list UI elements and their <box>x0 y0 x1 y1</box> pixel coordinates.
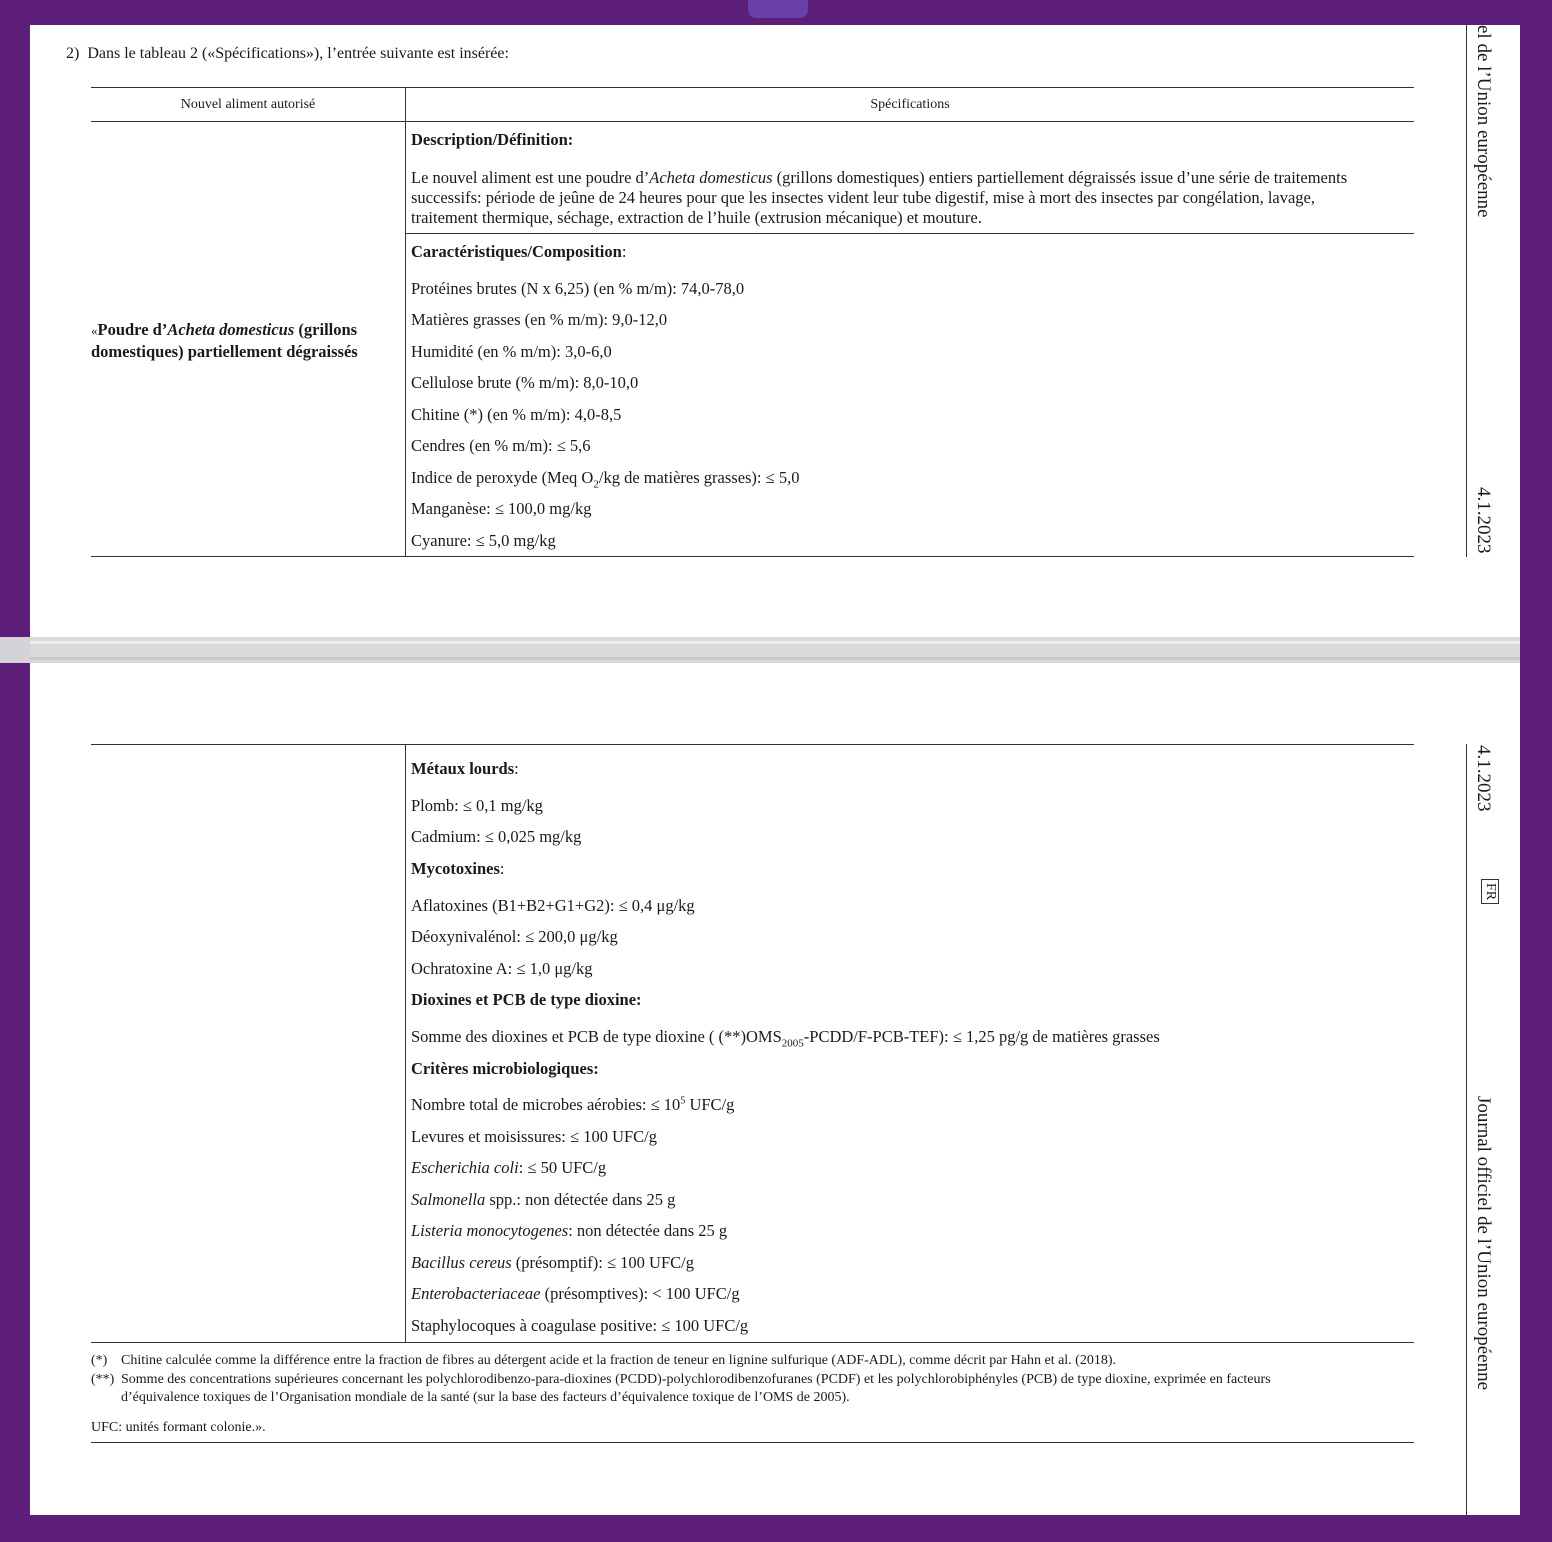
description-text: Le nouvel aliment est une poudre d’Acheta domesticus (grillons domestiques) entiers partiellement dégraissés issue d’une série de traitements successifs: période de jeûne de 24 heures pour que les insectes vident leur tube digestif, mise à mort des insectes par congélation, lavage, traitement thermique, séchage, extraction de l’huile (extrusion mécanique) et mouture. <box>411 168 1348 227</box>
rail-date: 4.1.2023 <box>1473 745 1494 812</box>
description-title: Description/Définition: <box>411 130 574 149</box>
micro-bacillus: Bacillus cereus (présomptif): ≤ 100 UFC/g <box>411 1253 694 1272</box>
footnote-2: Somme des concentrations supérieures concernant les polychlorodibenzo-para-dioxines (PCDD)-polychlorodibenzofuranes (PCDF) et les polychlorobiphényles (PCB) de type dioxine, exprimée en facteurs d’équivalence toxiques de l’Organisation mondiale de la santé (sur la base des facteurs d’équivalence toxique de l’OMS de 2005). <box>121 1372 1271 1405</box>
mycotoxins-title: Mycotoxines: <box>411 859 505 878</box>
table-top-rule <box>91 744 1414 745</box>
col-header-spec: Spécifications <box>870 97 950 112</box>
rail-line <box>1466 25 1467 557</box>
comp-fat: Matières grasses (en % m/m): 9,0-12,0 <box>411 310 668 329</box>
comp-proteins: Protéines brutes (N x 6,25) (en % m/m): 74,0-78,0 <box>411 279 745 298</box>
composition-title: Caractéristiques/Composition: <box>411 242 627 261</box>
document-page-2 <box>30 663 1520 1515</box>
table-top-rule <box>91 87 1414 88</box>
micro-total: Nombre total de microbes aérobies: ≤ $10^5$ UFC/g <box>411 1095 735 1114</box>
page-gap-left <box>0 637 30 663</box>
page-end-rule <box>91 1442 1414 1443</box>
footnote-1: Chitine calculée comme la différence entre la fraction de fibres au détergent acide et la fraction de teneur en lignine sulfurique (ADF-ADL), comme décrit par Hahn et al. (2018). <box>121 1353 1117 1368</box>
rail-line <box>1466 744 1467 1515</box>
rail-journal-title: Journal officiel de l’Union européenne <box>1473 1096 1494 1391</box>
rail-language-box: FR <box>1481 879 1499 904</box>
metal-cadmium: Cadmium: ≤ 0,025 mg/kg <box>411 827 582 846</box>
comp-humidity: Humidité (en % m/m): 3,0-6,0 <box>411 342 612 361</box>
comp-cellulose: Cellulose brute (% m/m): 8,0-10,0 <box>411 373 639 392</box>
footnote-2-mark: (**) <box>91 1372 115 1387</box>
ufc-definition: UFC: unités formant colonie.». <box>91 1420 266 1435</box>
comp-cyanide: Cyanure: ≤ 5,0 mg/kg <box>411 531 556 550</box>
micro-yeasts: Levures et moisissures: ≤ 100 UFC/g <box>411 1127 658 1146</box>
rail-journal-title: el de l’Union européenne <box>1473 25 1494 218</box>
column-divider <box>405 744 406 1342</box>
document-page-1 <box>30 25 1520 637</box>
top-tab-handle <box>748 0 808 18</box>
food-name: «Poudre d’Acheta domesticus (grillons domestiques) partiellement dégraissés <box>91 320 358 361</box>
metal-lead: Plomb: ≤ 0,1 mg/kg <box>411 796 543 815</box>
table-bottom-rule <box>91 556 1414 557</box>
myco-ochratoxin: Ochratoxine A: ≤ 1,0 μg/kg <box>411 959 593 978</box>
comp-peroxide: Indice de peroxyde (Meq $O_2/kg$ de matières grasses): ≤ 5,0 <box>411 468 800 491</box>
dioxins-title: Dioxines et PCB de type dioxine: <box>411 990 642 1009</box>
metals-title: Métaux lourds: <box>411 759 519 778</box>
comp-chitin: Chitine (*) (en % m/m): 4,0-8,5 <box>411 405 622 424</box>
footnote-1-mark: (*) <box>91 1353 108 1368</box>
description-rule <box>406 233 1414 234</box>
myco-deoxynivalenol: Déoxynivalénol: ≤ 200,0 μg/kg <box>411 927 618 946</box>
header-rule <box>91 121 1414 122</box>
dioxins-sum: Somme des dioxines et PCB de type dioxine ( $(**)OMS_{2005}-PCDD/F-PCB-TEF$): ≤ 1,25 pg/g de matières grasses <box>411 1027 1160 1050</box>
myco-aflatoxins: Aflatoxines (B1+B2+G1+G2): ≤ 0,4 μg/kg <box>411 896 695 915</box>
micro-listeria: Listeria monocytogenes: non détectée dans 25 g <box>411 1221 728 1240</box>
comp-manganese: Manganèse: ≤ 100,0 mg/kg <box>411 499 592 518</box>
micro-enterobacteriaceae: Enterobacteriaceae (présomptives): < 100 UFC/g <box>411 1284 740 1303</box>
intro-text: 2) Dans le tableau 2 («Spécifications»), l’entrée suivante est insérée: <box>66 45 509 62</box>
page-separator <box>30 637 1520 663</box>
col-header-food: Nouvel aliment autorisé <box>180 97 316 112</box>
column-divider <box>405 87 406 557</box>
rail-date: 4.1.2023 <box>1473 487 1494 554</box>
table-bottom-rule <box>91 1342 1414 1343</box>
micro-staphylococci: Staphylocoques à coagulase positive: ≤ 100 UFC/g <box>411 1316 749 1335</box>
micro-title: Critères microbiologiques: <box>411 1059 599 1078</box>
micro-salmonella: Salmonella spp.: non détectée dans 25 g <box>411 1190 676 1209</box>
micro-ecoli: Escherichia coli: ≤ 50 UFC/g <box>411 1158 607 1177</box>
comp-ash: Cendres (en % m/m): ≤ 5,6 <box>411 436 591 455</box>
